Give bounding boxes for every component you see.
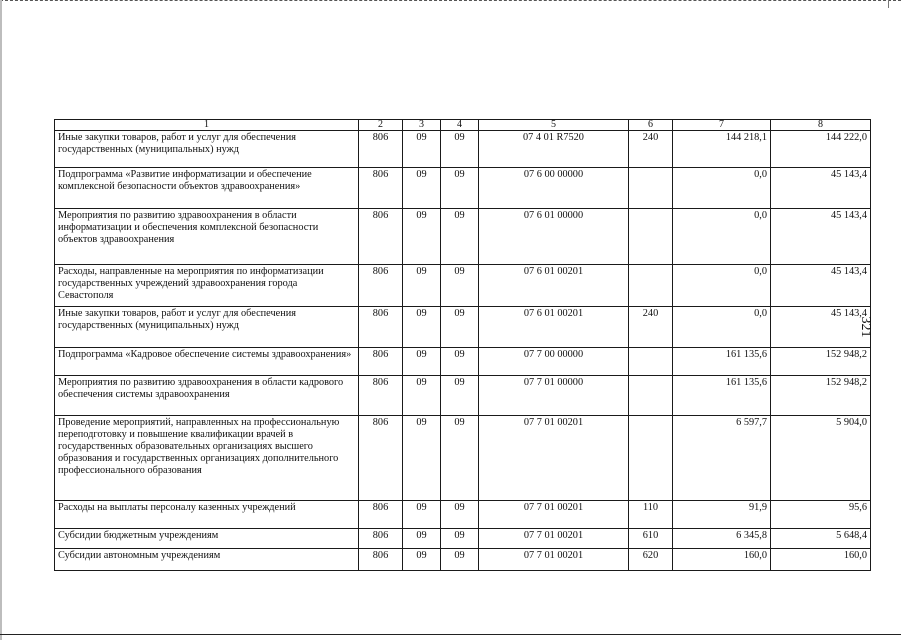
column-header: 8 [771,120,871,131]
amount-col7: 0,0 [673,307,771,348]
subsection-code: 09 [441,501,479,529]
table-row [55,209,871,265]
table-row [55,168,871,209]
target-article-code: 07 7 01 00201 [479,549,629,571]
target-article-code: 07 6 01 00201 [479,265,629,307]
amount-col8: 5 904,0 [771,416,871,501]
expense-type-code [629,209,673,265]
amount-col8: 45 143,4 [771,168,871,209]
row-name: Иные закупки товаров, работ и услуг для обеспечения государственных (муниципальных) нужд [55,307,359,348]
section-code: 09 [403,529,441,549]
amount-col8: 95,6 [771,501,871,529]
target-article-code: 07 7 01 00000 [479,376,629,416]
table-row [55,416,871,501]
target-article-code: 07 6 00 00000 [479,168,629,209]
subsection-code: 09 [441,265,479,307]
amount-col8: 160,0 [771,549,871,571]
amount-col8: 144 222,0 [771,131,871,168]
amount-col7: 161 135,6 [673,376,771,416]
scan-bottom-edge [0,634,901,635]
table-row [55,501,871,529]
target-article-code: 07 7 00 00000 [479,348,629,376]
scan-top-edge [0,0,901,3]
section-code: 09 [403,416,441,501]
row-name: Расходы на выплаты персоналу казенных учреждений [55,501,359,529]
subsection-code: 09 [441,209,479,265]
expense-type-code [629,168,673,209]
row-name: Расходы, направленные на мероприятия по информатизации государственных учреждений здравоохранения города Севастополя [55,265,359,307]
target-article-code: 07 7 01 00201 [479,501,629,529]
column-header: 6 [629,120,673,131]
column-header: 2 [359,120,403,131]
table-row [55,529,871,549]
column-header: 7 [673,120,771,131]
column-header: 3 [403,120,441,131]
row-name: Иные закупки товаров, работ и услуг для обеспечения государственных (муниципальных) нужд [55,131,359,168]
subsection-code: 09 [441,549,479,571]
amount-col7: 161 135,6 [673,348,771,376]
row-name: Субсидии автономным учреждениям [55,549,359,571]
table-header-row [55,120,871,131]
table-row [55,307,871,348]
ved-code: 806 [359,416,403,501]
ved-code: 806 [359,209,403,265]
amount-col7: 144 218,1 [673,131,771,168]
subsection-code: 09 [441,168,479,209]
expense-type-code: 110 [629,501,673,529]
section-code: 09 [403,265,441,307]
amount-col7: 0,0 [673,209,771,265]
section-code: 09 [403,348,441,376]
expense-type-code: 240 [629,131,673,168]
ved-code: 806 [359,501,403,529]
amount-col7: 0,0 [673,265,771,307]
subsection-code: 09 [441,348,479,376]
row-name: Подпрограмма «Развитие информатизации и обеспечение комплексной безопасности объектов здравоохранения» [55,168,359,209]
column-header: 1 [55,120,359,131]
subsection-code: 09 [441,416,479,501]
target-article-code: 07 7 01 00201 [479,529,629,549]
ved-code: 806 [359,348,403,376]
table-row [55,348,871,376]
ved-code: 806 [359,307,403,348]
row-name: Мероприятия по развитию здравоохранения в области кадрового обеспечения системы здравоохранения [55,376,359,416]
expense-type-code [629,416,673,501]
target-article-code: 07 6 01 00201 [479,307,629,348]
scan-left-edge [0,0,2,640]
table-row [55,376,871,416]
budget-table [54,119,871,571]
ved-code: 806 [359,529,403,549]
table-body [55,120,871,571]
section-code: 09 [403,209,441,265]
subsection-code: 09 [441,131,479,168]
section-code: 09 [403,131,441,168]
section-code: 09 [403,376,441,416]
amount-col7: 160,0 [673,549,771,571]
section-code: 09 [403,307,441,348]
amount-col7: 91,9 [673,501,771,529]
amount-col8: 45 143,4 [771,265,871,307]
amount-col8: 45 143,4 [771,209,871,265]
amount-col7: 0,0 [673,168,771,209]
expense-type-code [629,376,673,416]
amount-col8: 152 948,2 [771,348,871,376]
target-article-code: 07 7 01 00201 [479,416,629,501]
expense-type-code: 620 [629,549,673,571]
expense-type-code [629,348,673,376]
amount-col7: 6 597,7 [673,416,771,501]
table-row [55,131,871,168]
ved-code: 806 [359,168,403,209]
table-row [55,265,871,307]
scan-edge-mark [888,0,889,8]
expense-type-code [629,265,673,307]
amount-col8: 5 648,4 [771,529,871,549]
row-name: Субсидии бюджетным учреждениям [55,529,359,549]
column-header: 4 [441,120,479,131]
ved-code: 806 [359,131,403,168]
table-row [55,549,871,571]
column-header: 5 [479,120,629,131]
amount-col7: 6 345,8 [673,529,771,549]
ved-code: 806 [359,376,403,416]
row-name: Проведение мероприятий, направленных на профессиональную переподготовку и повышение квалификации врачей в государственных образовательных организациях высшего образования и государственных организациях дополнительного профессионального образования [55,416,359,501]
subsection-code: 09 [441,307,479,348]
amount-col8: 152 948,2 [771,376,871,416]
row-name: Мероприятия по развитию здравоохранения в области информатизации и обеспечения комплексной безопасности объектов здравоохранения [55,209,359,265]
expense-type-code: 240 [629,307,673,348]
subsection-code: 09 [441,529,479,549]
page-number: 321 [858,316,873,338]
section-code: 09 [403,549,441,571]
ved-code: 806 [359,265,403,307]
section-code: 09 [403,501,441,529]
amount-col8: 45 143,4 [771,307,871,348]
subsection-code: 09 [441,376,479,416]
section-code: 09 [403,168,441,209]
target-article-code: 07 6 01 00000 [479,209,629,265]
target-article-code: 07 4 01 R7520 [479,131,629,168]
ved-code: 806 [359,549,403,571]
expense-type-code: 610 [629,529,673,549]
row-name: Подпрограмма «Кадровое обеспечение системы здравоохранения» [55,348,359,376]
